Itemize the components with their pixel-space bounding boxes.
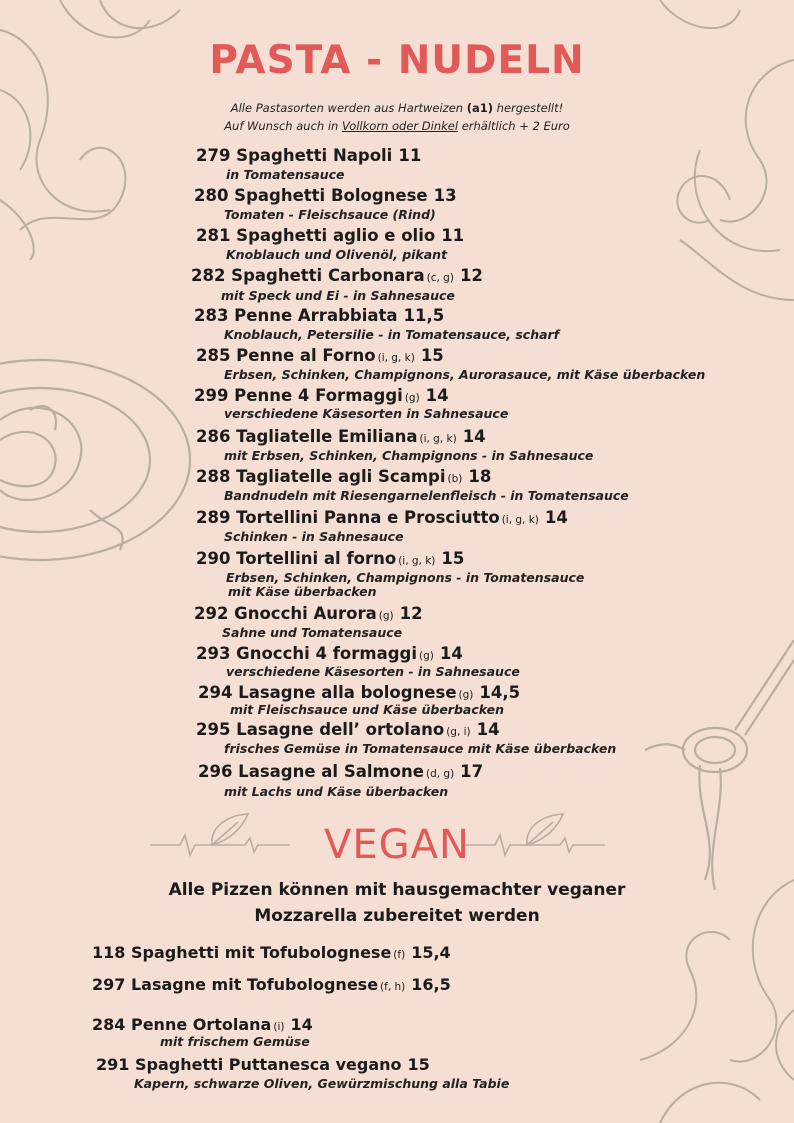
allergen-codes: (g) bbox=[458, 689, 474, 701]
menu-item-name: 279 Spaghetti Napoli bbox=[196, 146, 393, 165]
menu-item-description: mit Speck und Ei - in Sahnesauce bbox=[221, 288, 455, 303]
menu-item-name: 288 Tagliatelle agli Scampi bbox=[196, 467, 446, 486]
intro-text: Alle Pastasorten werden aus Hartweizen bbox=[230, 101, 467, 115]
allergen-codes: (g) bbox=[419, 650, 434, 662]
menu-item-name: 292 Gnocchi Aurora bbox=[194, 604, 377, 623]
menu-item-price: 12 bbox=[459, 266, 483, 285]
menu-item-description: mit Fleischsauce und Käse überbacken bbox=[230, 702, 504, 717]
menu-item-description: Knoblauch, Petersilie - in Tomatensauce, scharf bbox=[224, 327, 560, 342]
pasta-plate-icon bbox=[0, 350, 200, 580]
menu-item bbox=[92, 1015, 313, 1034]
menu-item-description: Erbsen, Schinken, Champignons, Aurorasauce, mit Käse überbacken bbox=[224, 367, 706, 382]
allergen-codes: (f, h) bbox=[380, 981, 406, 993]
menu-item bbox=[196, 508, 568, 527]
menu-item-description: mit frischem Gemüse bbox=[160, 1034, 310, 1049]
menu-item-name: 282 Spaghetti Carbonara bbox=[191, 266, 425, 285]
intro-text: Auf Wunsch auch in bbox=[224, 119, 342, 133]
intro-text: erhältlich + 2 Euro bbox=[458, 119, 570, 133]
menu-item bbox=[191, 266, 483, 285]
menu-item-description: Knoblauch und Olivenöl, pikant bbox=[226, 247, 448, 262]
menu-item-price: 15 bbox=[420, 346, 444, 365]
menu-item-description: mit Erbsen, Schinken, Champignons - in Sahnesauce bbox=[224, 448, 594, 463]
menu-item-name: 290 Tortellini al forno bbox=[196, 549, 397, 568]
allergen-codes: (g) bbox=[378, 610, 394, 622]
menu-item bbox=[194, 186, 457, 205]
menu-item bbox=[198, 762, 483, 781]
menu-item-name: 294 Lasagne alla bolognese bbox=[198, 683, 457, 702]
allergen-codes: (i, g, k) bbox=[419, 433, 457, 445]
menu-item bbox=[196, 720, 500, 739]
menu-item-name: 295 Lasagne dell’ ortolano bbox=[196, 720, 445, 739]
menu-item bbox=[196, 346, 444, 365]
allergen-codes: (g, i) bbox=[446, 726, 471, 738]
menu-item bbox=[92, 943, 451, 962]
menu-item-price: 14 bbox=[462, 427, 486, 446]
menu-item-description: Kapern, schwarze Oliven, Gewürzmischung alla Tabie bbox=[134, 1076, 510, 1091]
menu-item-name: 284 Penne Ortolana bbox=[92, 1015, 272, 1034]
menu-item bbox=[96, 1055, 430, 1074]
menu-item-name: 283 Penne Arrabbiata bbox=[194, 306, 398, 325]
menu-item-price: 14 bbox=[290, 1015, 313, 1034]
menu-item-price: 14 bbox=[439, 644, 463, 663]
menu-item bbox=[194, 306, 444, 325]
vegan-note-line: Alle Pizzen können mit hausgemachter veganer bbox=[168, 880, 626, 900]
allergen-codes: (c, g) bbox=[426, 272, 454, 284]
menu-item-name: 291 Spaghetti Puttanesca vegano bbox=[96, 1055, 402, 1074]
menu-item-name: 289 Tortellini Panna e Prosciutto bbox=[196, 508, 500, 527]
menu-item-description: mit Lachs und Käse überbacken bbox=[224, 784, 449, 799]
menu-item-price: 11 bbox=[398, 146, 422, 165]
allergen-code: (a1) bbox=[466, 101, 494, 115]
menu-item-name: 299 Penne 4 Formaggi bbox=[194, 386, 403, 405]
allergen-codes: (f) bbox=[393, 949, 406, 961]
menu-item-name: 297 Lasagne mit Tofubolognese bbox=[92, 975, 379, 994]
menu-item bbox=[196, 644, 463, 663]
menu-item-name: 280 Spaghetti Bolognese bbox=[194, 186, 428, 205]
menu-item-name: 281 Spaghetti aglio e olio bbox=[196, 226, 436, 245]
menu-item-description: verschiedene Käsesorten in Sahnesauce bbox=[224, 406, 509, 421]
allergen-codes: (i, g, k) bbox=[501, 514, 539, 526]
menu-item-description: in Tomatensauce bbox=[226, 167, 345, 182]
menu-item-name: 293 Gnocchi 4 formaggi bbox=[196, 644, 418, 663]
menu-item-name: 118 Spaghetti mit Tofubolognese bbox=[92, 943, 392, 962]
menu-item-description: Sahne und Tomatensauce bbox=[222, 625, 403, 640]
menu-item-price: 13 bbox=[433, 186, 457, 205]
menu-item-price: 14,5 bbox=[479, 683, 521, 702]
menu-item-description: Erbsen, Schinken, Champignons - in Tomatensauce bbox=[226, 570, 585, 585]
menu-item-description: Schinken - in Sahnesauce bbox=[224, 529, 404, 544]
menu-item bbox=[194, 604, 423, 623]
menu-item-description: Bandnudeln mit Riesengarnelenfleisch - in Tomatensauce bbox=[224, 488, 629, 503]
menu-item bbox=[196, 467, 491, 486]
menu-item-description: mit Käse überbacken bbox=[228, 584, 377, 599]
allergen-codes: (i, g, k) bbox=[377, 352, 415, 364]
menu-item bbox=[196, 549, 464, 568]
menu-item-price: 14 bbox=[425, 386, 449, 405]
menu-item-price: 15,4 bbox=[411, 943, 451, 962]
menu-item-price: 18 bbox=[468, 467, 492, 486]
menu-item bbox=[196, 226, 464, 245]
menu-item-price: 14 bbox=[544, 508, 568, 527]
menu-item bbox=[196, 427, 486, 446]
allergen-codes: (d, g) bbox=[425, 768, 455, 780]
menu-item-price: 12 bbox=[399, 604, 423, 623]
vegan-note-line: Mozzarella zubereitet werden bbox=[254, 906, 540, 926]
allergen-codes: (i) bbox=[273, 1021, 285, 1033]
menu-item-description: frisches Gemüse in Tomatensauce mit Käse überbacken bbox=[224, 741, 617, 756]
menu-item-description: verschiedene Käsesorten - in Sahnesauce bbox=[226, 664, 520, 679]
menu-item-description: Tomaten - Fleischsauce (Rind) bbox=[224, 207, 436, 222]
menu-item-name: 286 Tagliatelle Emiliana bbox=[196, 427, 418, 446]
intro-line-1 bbox=[0, 101, 794, 115]
menu-item bbox=[92, 975, 451, 994]
menu-item bbox=[194, 386, 449, 405]
menu-item-name: 285 Penne al Forno bbox=[196, 346, 376, 365]
allergen-codes: (g) bbox=[404, 392, 420, 404]
menu-item bbox=[198, 683, 520, 702]
menu-item-price: 15 bbox=[441, 549, 465, 568]
vegan-title: VEGAN bbox=[324, 822, 470, 868]
page-title: PASTA - NUDELN bbox=[209, 38, 585, 83]
menu-item-price: 11,5 bbox=[403, 306, 445, 325]
intro-text: hergestellt! bbox=[493, 101, 564, 115]
allergen-codes: (i, g, k) bbox=[398, 555, 436, 567]
menu-item-price: 14 bbox=[476, 720, 500, 739]
intro-line-2 bbox=[0, 119, 794, 133]
menu-item-price: 15 bbox=[407, 1055, 430, 1074]
menu-item-price: 17 bbox=[460, 762, 484, 781]
whole-grain-option: Vollkorn oder Dinkel bbox=[342, 119, 459, 133]
menu-item-price: 11 bbox=[441, 226, 465, 245]
menu-item-name: 296 Lasagne al Salmone bbox=[198, 762, 424, 781]
menu-item-price: 16,5 bbox=[411, 975, 451, 994]
menu-item bbox=[196, 146, 421, 165]
allergen-codes: (b) bbox=[447, 473, 463, 485]
